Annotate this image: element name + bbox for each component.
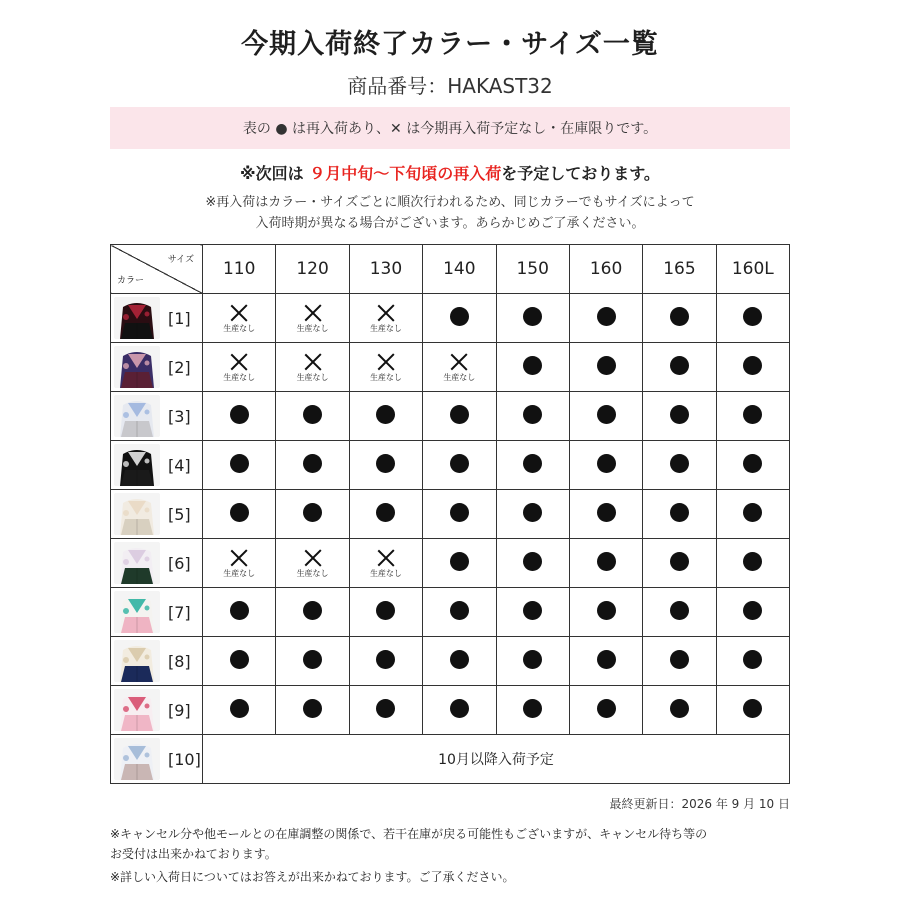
restock-dot-cell xyxy=(643,539,716,588)
size-header: 160L xyxy=(716,245,789,294)
restock-dot-cell xyxy=(496,637,569,686)
size-header: 160 xyxy=(569,245,642,294)
color-swatch-image xyxy=(114,591,160,633)
no-production-label: 生産なし xyxy=(443,372,476,382)
restock-dot-icon xyxy=(303,650,322,669)
color-swatch-image xyxy=(114,738,160,780)
restock-dot-cell xyxy=(423,539,496,588)
color-label: [3] xyxy=(168,406,191,426)
restock-dot-cell xyxy=(349,490,422,539)
restock-dot-icon xyxy=(597,405,616,424)
restock-dot-icon xyxy=(376,601,395,620)
product-number: 商品番号：HAKAST32 xyxy=(347,74,553,98)
restock-dot-icon xyxy=(670,356,689,375)
restock-dot-icon xyxy=(597,356,616,375)
restock-schedule-cell: 10月以降入荷予定 xyxy=(203,735,790,784)
restock-dot-icon xyxy=(376,650,395,669)
no-restock-cell xyxy=(203,294,276,343)
restock-dot-cell xyxy=(496,539,569,588)
restock-dot-cell xyxy=(496,343,569,392)
restock-dot-icon xyxy=(597,307,616,326)
restock-dot-icon xyxy=(303,503,322,522)
restock-dot-icon xyxy=(376,454,395,473)
restock-dot-icon xyxy=(450,503,469,522)
restock-dot-icon xyxy=(597,552,616,571)
color-label: [8] xyxy=(168,651,191,671)
restock-dot-icon xyxy=(376,699,395,718)
restock-dot-cell xyxy=(203,686,276,735)
restock-dot-cell xyxy=(643,490,716,539)
no-production-label: 生産なし xyxy=(223,372,256,382)
cross-icon xyxy=(304,304,322,322)
color-swatch-image xyxy=(114,346,160,388)
no-production-label: 生産なし xyxy=(369,568,402,578)
restock-dot-icon xyxy=(743,650,762,669)
cross-icon xyxy=(377,304,395,322)
table-row xyxy=(111,588,790,637)
restock-dot-icon xyxy=(743,503,762,522)
restock-dot-icon xyxy=(230,601,249,620)
color-cell xyxy=(111,637,203,686)
restock-dot-cell xyxy=(276,686,349,735)
size-header: 165 xyxy=(643,245,716,294)
restock-dot-cell xyxy=(643,686,716,735)
color-cell xyxy=(111,392,203,441)
size-header: 150 xyxy=(496,245,569,294)
restock-dot-cell xyxy=(423,294,496,343)
restock-dot-icon xyxy=(743,454,762,473)
restock-dot-icon xyxy=(597,503,616,522)
restock-dot-cell xyxy=(349,588,422,637)
restock-dot-cell xyxy=(276,490,349,539)
restock-dot-icon xyxy=(303,601,322,620)
restock-dot-cell xyxy=(643,294,716,343)
restock-dot-cell xyxy=(643,637,716,686)
size-header: 130 xyxy=(349,245,422,294)
restock-dot-cell xyxy=(716,686,789,735)
restock-dot-icon xyxy=(670,650,689,669)
color-label: [10] xyxy=(168,749,201,769)
restock-dot-icon xyxy=(743,307,762,326)
table-row xyxy=(111,637,790,686)
footer-note-1 xyxy=(110,824,800,864)
color-cell xyxy=(111,588,203,637)
restock-dot-icon xyxy=(230,699,249,718)
color-cell xyxy=(111,686,203,735)
restock-dot-cell xyxy=(423,392,496,441)
restock-dot-cell xyxy=(716,392,789,441)
restock-dot-cell xyxy=(643,441,716,490)
cross-icon xyxy=(304,549,322,567)
color-cell xyxy=(111,735,203,784)
restock-dot-icon xyxy=(597,454,616,473)
restock-dot-icon xyxy=(597,699,616,718)
restock-dot-icon xyxy=(230,454,249,473)
no-restock-cell xyxy=(349,343,422,392)
restock-dot-icon xyxy=(303,454,322,473)
restock-dot-cell xyxy=(716,343,789,392)
color-cell xyxy=(111,490,203,539)
restock-dot-icon xyxy=(523,307,542,326)
restock-dot-cell xyxy=(349,392,422,441)
restock-dot-cell xyxy=(349,686,422,735)
no-production-label: 生産なし xyxy=(223,323,256,333)
restock-dot-cell xyxy=(203,441,276,490)
restock-dot-cell xyxy=(423,686,496,735)
color-swatch-image xyxy=(114,297,160,339)
stock-table xyxy=(110,244,790,784)
color-cell xyxy=(111,539,203,588)
restock-dot-icon xyxy=(523,356,542,375)
table-row xyxy=(111,392,790,441)
restock-dot-cell xyxy=(276,637,349,686)
restock-dot-icon xyxy=(450,405,469,424)
no-production-label: 生産なし xyxy=(369,372,402,382)
restock-dot-cell xyxy=(349,637,422,686)
no-restock-cell xyxy=(203,539,276,588)
restock-dot-cell xyxy=(203,392,276,441)
corner-color-label: カラー xyxy=(117,276,145,286)
restock-dot-icon xyxy=(670,307,689,326)
restock-dot-icon xyxy=(597,650,616,669)
restock-dot-cell xyxy=(716,588,789,637)
restock-dot-cell xyxy=(569,343,642,392)
notice-highlight: ９月中旬〜下旬頃の再入荷 xyxy=(309,164,502,183)
restock-dot-icon xyxy=(743,552,762,571)
restock-dot-cell xyxy=(276,441,349,490)
restock-dot-icon xyxy=(743,356,762,375)
restock-dot-icon xyxy=(670,699,689,718)
restock-dot-icon xyxy=(450,552,469,571)
restock-dot-cell xyxy=(496,588,569,637)
color-swatch-image xyxy=(114,542,160,584)
restock-dot-icon xyxy=(303,699,322,718)
color-swatch-image xyxy=(114,444,160,486)
no-restock-cell xyxy=(349,294,422,343)
no-production-label: 生産なし xyxy=(223,568,256,578)
cross-icon xyxy=(377,353,395,371)
restock-dot-icon xyxy=(523,552,542,571)
restock-dot-cell xyxy=(203,588,276,637)
color-label: [7] xyxy=(168,602,191,622)
color-swatch-image xyxy=(114,640,160,682)
restock-dot-cell xyxy=(643,343,716,392)
size-header-row xyxy=(111,245,790,294)
restock-dot-cell xyxy=(423,490,496,539)
no-restock-cell xyxy=(203,343,276,392)
color-label: [9] xyxy=(168,700,191,720)
cross-icon xyxy=(230,549,248,567)
restock-dot-cell xyxy=(276,588,349,637)
color-swatch-image xyxy=(114,493,160,535)
restock-dot-cell xyxy=(569,441,642,490)
table-row xyxy=(111,735,790,784)
table-row xyxy=(111,343,790,392)
restock-dot-cell xyxy=(423,441,496,490)
footer-line-2: お受付は出来かねております。 xyxy=(110,847,277,861)
last-updated: 最終更新日：2026 年 9 月 10 日 xyxy=(609,797,790,811)
cross-icon xyxy=(450,353,468,371)
color-label: [2] xyxy=(168,357,191,377)
corner-size-label: サイズ xyxy=(167,255,194,265)
restock-dot-icon xyxy=(523,601,542,620)
restock-dot-icon xyxy=(376,405,395,424)
restock-dot-cell xyxy=(496,392,569,441)
footer-line-1: ※キャンセル分や他モールとの在庫調整の関係で、若干在庫が戻る可能性もございますが、キャンセル待ち等の xyxy=(110,827,708,841)
table-corner xyxy=(111,245,203,294)
no-restock-cell xyxy=(276,343,349,392)
restock-dot-cell xyxy=(349,441,422,490)
restock-dot-cell xyxy=(643,588,716,637)
restock-note xyxy=(0,192,900,234)
cross-icon xyxy=(304,353,322,371)
restock-dot-icon xyxy=(303,405,322,424)
size-header: 140 xyxy=(423,245,496,294)
restock-dot-cell xyxy=(496,490,569,539)
restock-dot-cell xyxy=(496,294,569,343)
color-label: [4] xyxy=(168,455,191,475)
restock-dot-cell xyxy=(423,588,496,637)
restock-dot-icon xyxy=(523,454,542,473)
restock-dot-icon xyxy=(670,601,689,620)
no-production-label: 生産なし xyxy=(296,568,329,578)
restock-dot-cell xyxy=(716,637,789,686)
restock-dot-cell xyxy=(569,637,642,686)
restock-dot-cell xyxy=(423,637,496,686)
restock-dot-icon xyxy=(523,405,542,424)
page-title: 今期入荷終了カラー・サイズ一覧 xyxy=(241,29,659,60)
restock-dot-cell xyxy=(203,490,276,539)
legend-banner: 表の ● は再入荷あり、✕ は今期再入荷予定なし・在庫限りです。 xyxy=(110,107,790,149)
restock-dot-icon xyxy=(230,503,249,522)
restock-dot-cell xyxy=(203,637,276,686)
cross-icon xyxy=(230,353,248,371)
restock-notice xyxy=(0,161,900,184)
table-row xyxy=(111,539,790,588)
restock-dot-icon xyxy=(597,601,616,620)
restock-dot-icon xyxy=(523,699,542,718)
restock-dot-cell xyxy=(569,686,642,735)
restock-dot-icon xyxy=(670,454,689,473)
no-production-label: 生産なし xyxy=(296,323,329,333)
size-header: 110 xyxy=(203,245,276,294)
restock-dot-icon xyxy=(230,650,249,669)
no-restock-cell xyxy=(423,343,496,392)
size-header: 120 xyxy=(276,245,349,294)
no-production-label: 生産なし xyxy=(296,372,329,382)
restock-dot-cell xyxy=(569,392,642,441)
restock-dot-cell xyxy=(716,441,789,490)
no-restock-cell xyxy=(349,539,422,588)
no-production-label: 生産なし xyxy=(369,323,402,333)
notice-suffix: を予定しております。 xyxy=(501,164,660,183)
cross-icon xyxy=(230,304,248,322)
color-label: [6] xyxy=(168,553,191,573)
note-line-2: 入荷時期が異なる場合がございます。あらかじめご了承ください。 xyxy=(255,216,645,231)
color-swatch-image xyxy=(114,689,160,731)
restock-dot-icon xyxy=(450,699,469,718)
restock-dot-icon xyxy=(670,503,689,522)
restock-dot-cell xyxy=(569,294,642,343)
restock-dot-icon xyxy=(450,307,469,326)
table-row xyxy=(111,441,790,490)
restock-dot-icon xyxy=(743,699,762,718)
note-line-1: ※再入荷はカラー・サイズごとに順次行われるため、同じカラーでもサイズによって xyxy=(205,195,695,210)
restock-dot-cell xyxy=(496,686,569,735)
notice-prefix: ※次回は xyxy=(240,164,310,183)
restock-dot-icon xyxy=(450,454,469,473)
restock-dot-cell xyxy=(496,441,569,490)
color-label: [5] xyxy=(168,504,191,524)
table-row xyxy=(111,490,790,539)
restock-dot-cell xyxy=(716,490,789,539)
cross-icon xyxy=(377,549,395,567)
color-swatch-image xyxy=(114,395,160,437)
color-label: [1] xyxy=(168,308,191,328)
color-cell xyxy=(111,343,203,392)
restock-dot-cell xyxy=(569,539,642,588)
restock-dot-icon xyxy=(743,601,762,620)
restock-dot-cell xyxy=(716,539,789,588)
restock-dot-icon xyxy=(523,503,542,522)
restock-dot-cell xyxy=(276,392,349,441)
restock-dot-cell xyxy=(569,490,642,539)
restock-dot-cell xyxy=(643,392,716,441)
table-row xyxy=(111,686,790,735)
color-cell xyxy=(111,441,203,490)
restock-dot-icon xyxy=(376,503,395,522)
no-restock-cell xyxy=(276,294,349,343)
restock-dot-icon xyxy=(670,552,689,571)
restock-dot-icon xyxy=(523,650,542,669)
restock-dot-cell xyxy=(716,294,789,343)
footer-note-2: ※詳しい入荷日についてはお答えが出来かねております。ご了承ください。 xyxy=(110,870,515,884)
no-restock-cell xyxy=(276,539,349,588)
restock-dot-icon xyxy=(230,405,249,424)
restock-dot-icon xyxy=(743,405,762,424)
restock-dot-icon xyxy=(450,601,469,620)
restock-dot-cell xyxy=(569,588,642,637)
restock-dot-icon xyxy=(450,650,469,669)
table-row xyxy=(111,294,790,343)
restock-dot-icon xyxy=(670,405,689,424)
color-cell xyxy=(111,294,203,343)
